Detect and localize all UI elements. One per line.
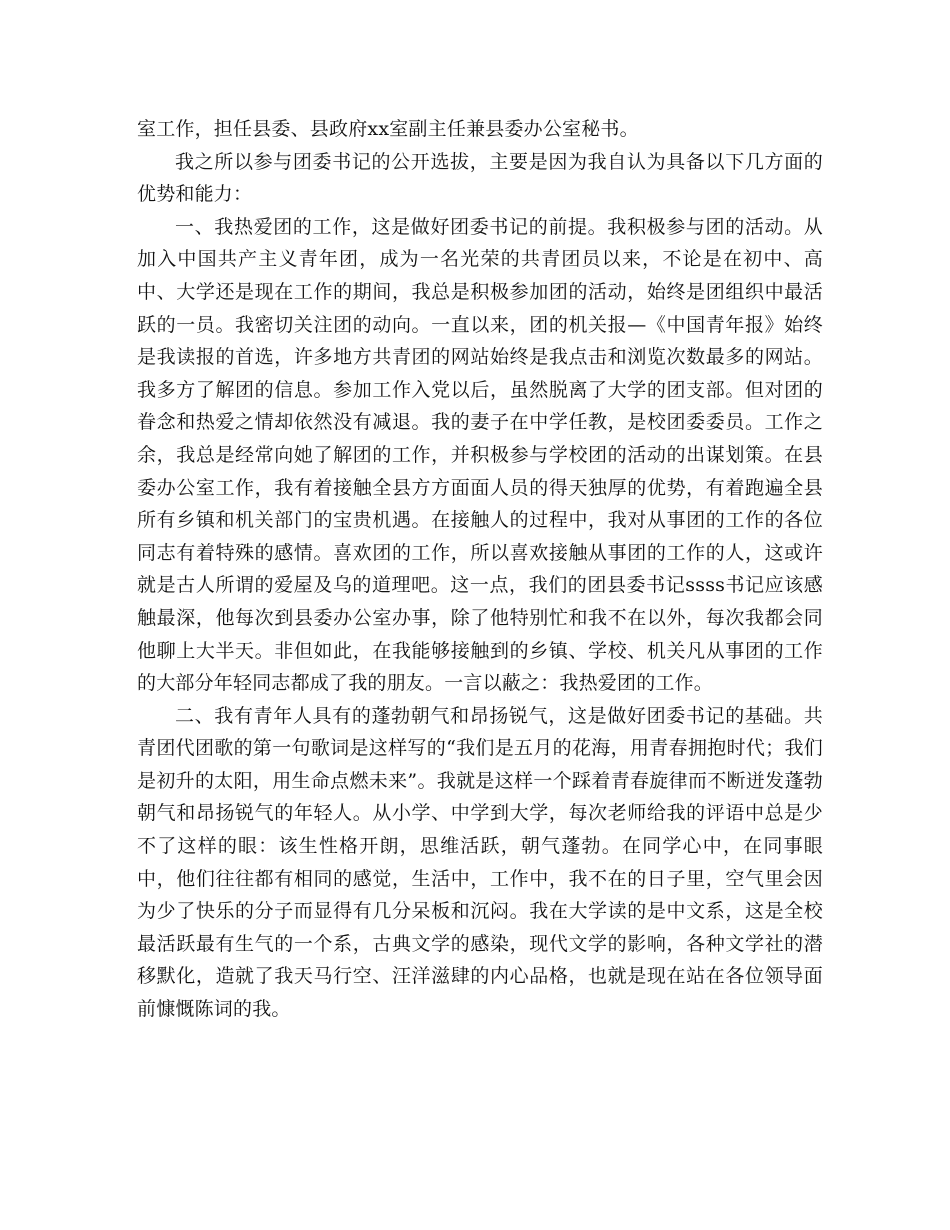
paragraph-1: 室工作，担任县委、县政府xx室副主任兼县委办公室秘书。 — [137, 118, 639, 140]
paragraph-4: 二、我有青年人具有的蓬勃朝气和昂扬锐气，这是做好团委书记的基础。共青团代团歌的第一句歌词是这样写的“我们是五月的花海，用青春拥抱时代；我们是初升的太阳，用生命点燃未来”。我就是这样一个踩着青春旋律而不断迸发蓬勃朝气和昂扬锐气的年轻人。从小学、中学到大学，每次老师给我的评语中总是少不了这样的眼：该生性格开朗，思维活跃，朝气蓬勃。在同学心中，在同事眼中，他们往往都有相同的感觉，生活中，工作中，我不在的日子里，空气里会因为少了快乐的分子而显得有几分呆板和沉闷。我在大学读的是中文系，这是全校最活跃最有生气的一个系，古典文学的感染，现代文学的影响，各种文学社的潜移默化，造就了我天马行空、汪洋滋肆的内心品格，也就是现在站在各位领导面前慷慨陈词的我。 — [137, 704, 823, 1021]
paragraph-2: 我之所以参与团委书记的公开选拔，主要是因为我自认为具备以下几方面的优势和能力： — [137, 150, 823, 206]
document-body — [137, 113, 823, 1026]
paragraph-3: 一、我热爱团的工作，这是做好团委书记的前提。我积极参与团的活动。从加入中国共产主义青年团，成为一名光荣的共青团员以来，不论是在初中、高中、大学还是现在工作的期间，我总是积极参加团的活动，始终是团组织中最活跃的一员。我密切关注团的动向。一直以来，团的机关报—《中国青年报》始终是我读报的首选，许多地方共青团的网站始终是我点击和浏览次数最多的网站。我多方了解团的信息。参加工作入党以后，虽然脱离了大学的团支部。但对团的眷念和热爱之情却依然没有减退。我的妻子在中学任教，是校团委委员。工作之余，我总是经常向她了解团的工作，并积极参与学校团的活动的出谋划策。在县委办公室工作，我有着接触全县方方面面人员的得天独厚的优势，有着跑遍全县所有乡镇和机关部门的宝贵机遇。在接触人的过程中，我对从事团的工作的各位同志有着特殊的感情。喜欢团的工作，所以喜欢接触从事团的工作的人，这或许就是古人所谓的爱屋及乌的道理吧。这一点，我们的团县委书记ssss书记应该感触最深，他每次到县委办公室办事，除了他特别忙和我不在以外，每次我都会同他聊上大半天。非但如此，在我能够接触到的乡镇、学校、机关凡从事团的工作的大部分年轻同志都成了我的朋友。一言以蔽之：我热爱团的工作。 — [137, 215, 823, 695]
